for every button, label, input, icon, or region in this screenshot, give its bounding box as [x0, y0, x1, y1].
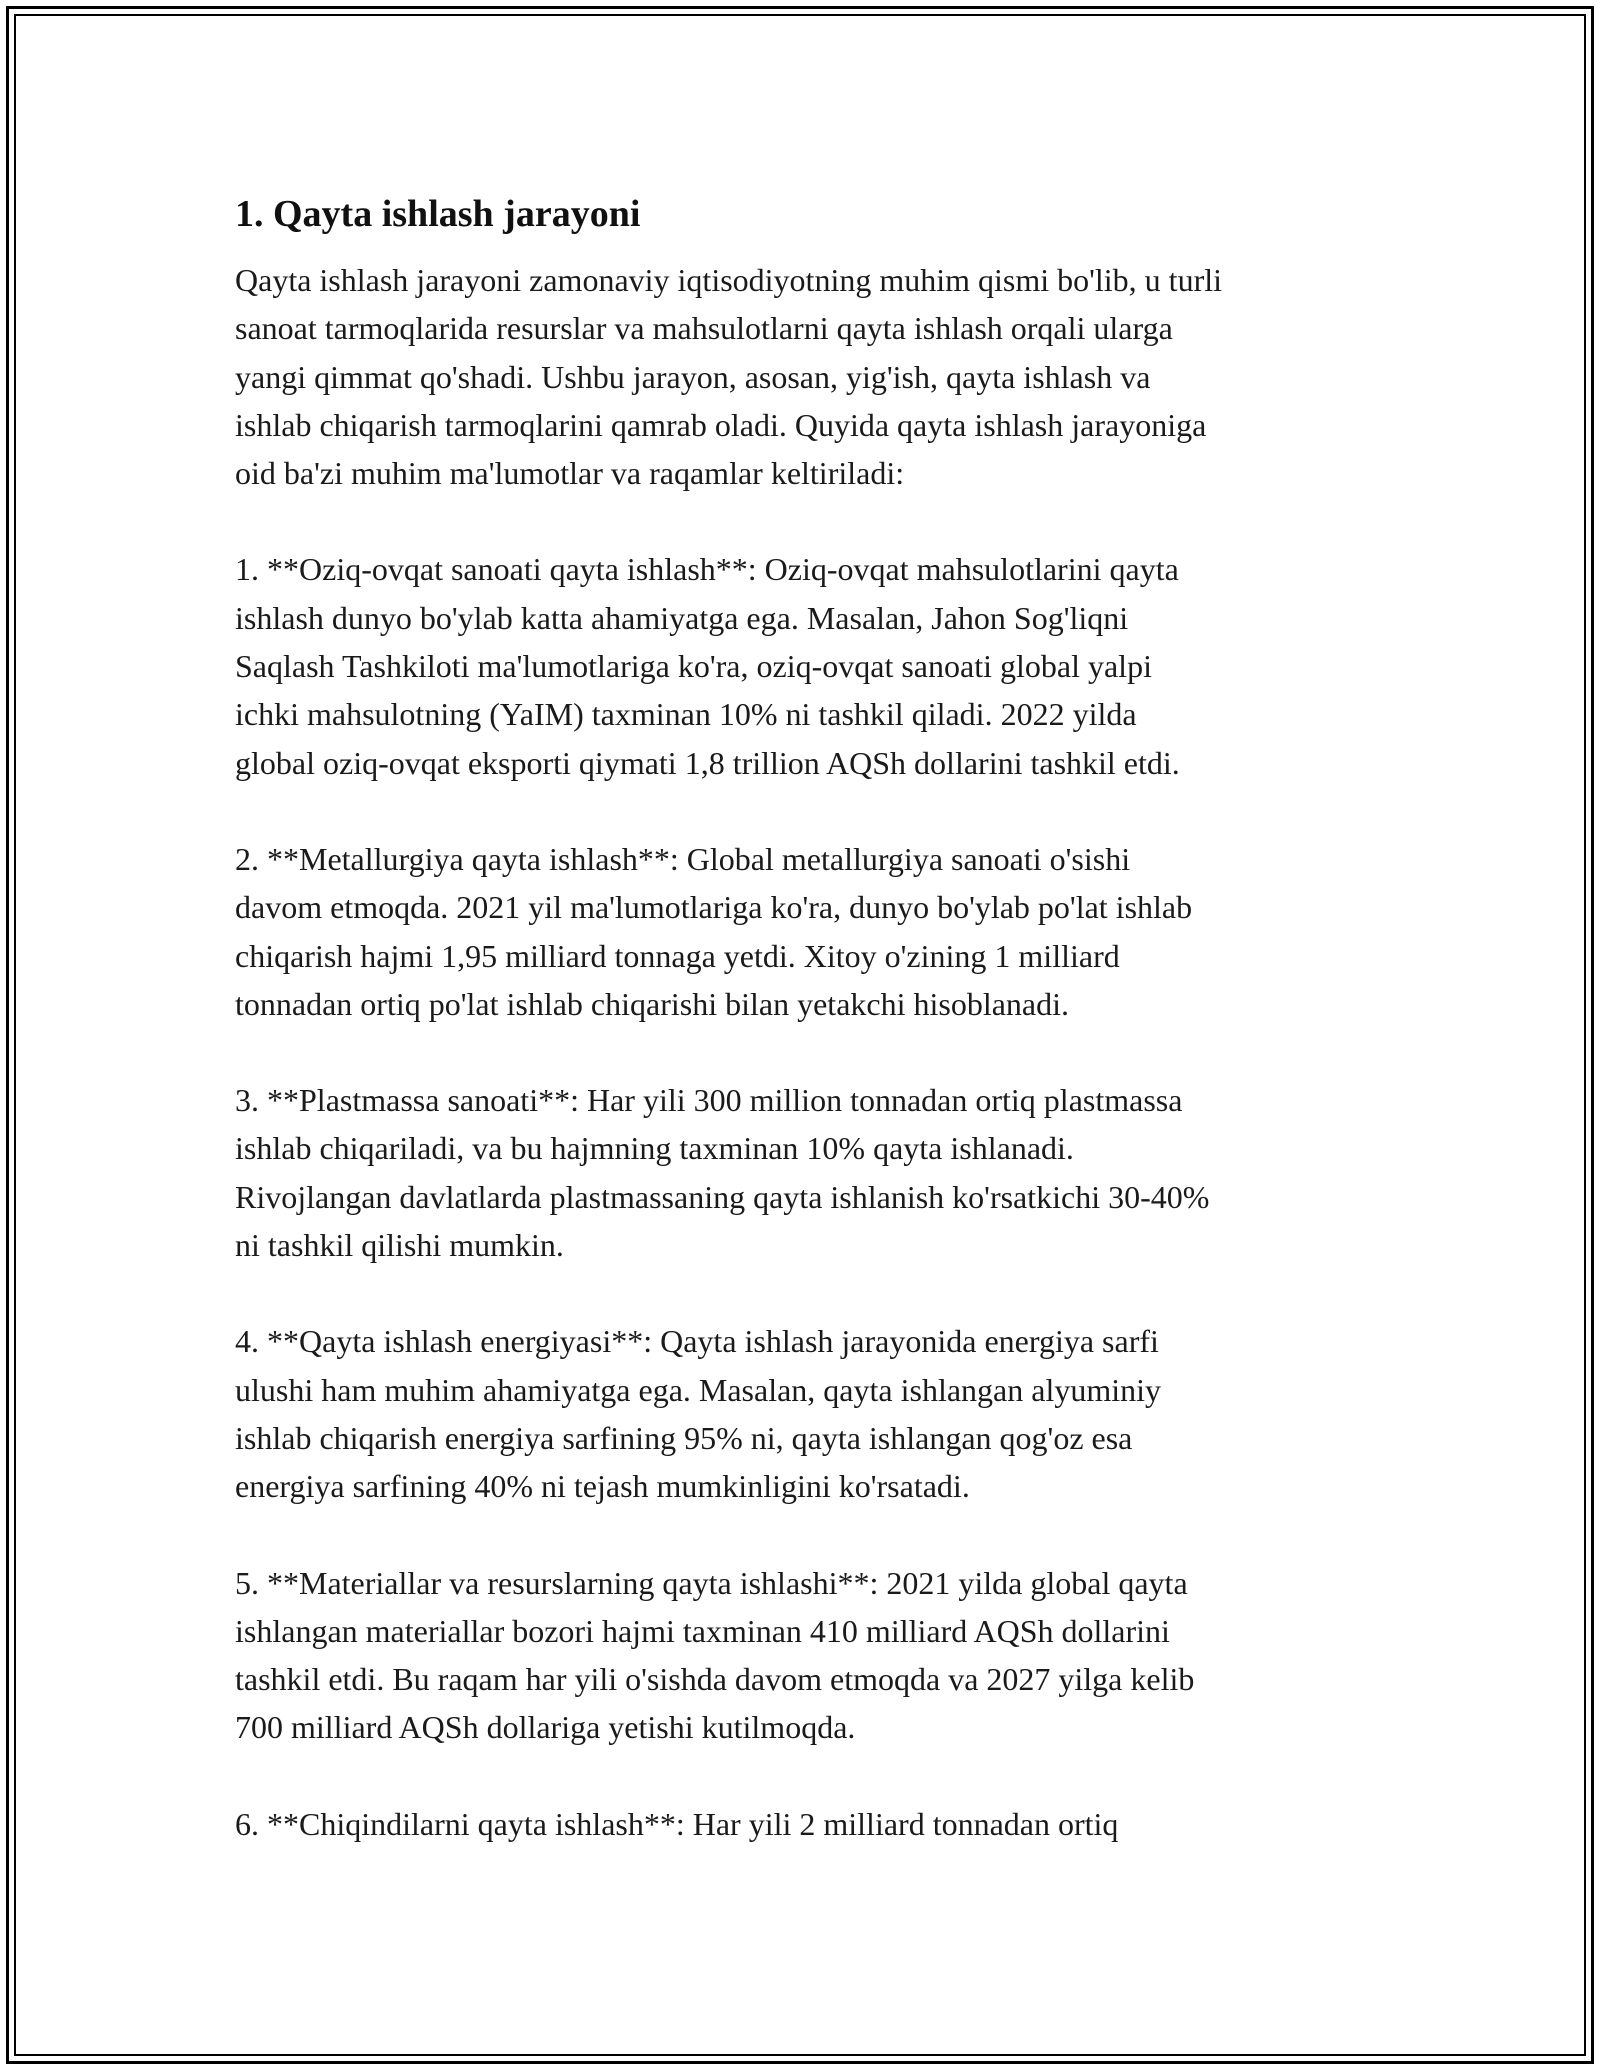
section-heading: 1. Qayta ishlash jarayoni	[235, 193, 641, 235]
list-item-plastics: 3. **Plastmassa sanoati**: Har yili 300 million tonnadan ortiq plastmassa ishlab chiqariladi, va bu hajmning taxminan 10% qayta ishlanadi. Rivojlangan davlatlarda plastmassaning qayta ishlanish ko'rsatkichi 30-40% ni tashkil qilishi mumkin.	[235, 1082, 1210, 1264]
list-item-materials-resources: 5. **Materiallar va resurslarning qayta ishlashi**: 2021 yilda global qayta ishlangan materiallar bozori hajmi taxminan 410 milliard AQSh dollarini tashkil etdi. Bu raqam har yili o'sishda davom etmoqda va 2027 yilga kelib 700 milliard AQSh dollariga yetishi kutilmoqda.	[235, 1564, 1195, 1746]
list-item-food-industry: 1. **Oziq-ovqat sanoati qayta ishlash**: Oziq-ovqat mahsulotlarini qayta ishlash dunyo bo'ylab katta ahamiyatga ega. Masalan, Jahon Sog'liqni Saqlash Tashkiloti ma'lumotlariga ko'ra, oziq-ovqat sanoati global yalpi ichki mahsulotning (YaIM) taxminan 10% ni tashkil qiladi. 2022 yilda global oziq-ovqat eksporti qiymati 1,8 trillion AQSh dollarini tashkil etdi.	[235, 551, 1180, 781]
list-item-recycling-energy: 4. **Qayta ishlash energiyasi**: Qayta ishlash jarayonida energiya sarfi ulushi ham muhim ahamiyatga ega. Masalan, qayta ishlangan alyuminiy ishlab chiqarish energiya sarfining 95% ni, qayta ishlangan qog'oz esa energiya sarfining 40% ni tejash mumkinligini ko'rsatadi.	[235, 1323, 1161, 1505]
list-item-metallurgy: 2. **Metallurgiya qayta ishlash**: Global metallurgiya sanoati o'sishi davom etmoqda. 2021 yil ma'lumotlariga ko'ra, dunyo bo'ylab po'lat ishlab chiqarish hajmi 1,95 milliard tonnaga yetdi. Xitoy o'zining 1 milliard tonnadan ortiq po'lat ishlab chiqarishi bilan yetakchi hisoblanadi.	[235, 840, 1193, 1022]
list-item-waste-recycling: 6. **Chiqindilarni qayta ishlash**: Har yili 2 milliard tonnadan ortiq	[235, 1805, 1119, 1842]
document-body	[235, 188, 1370, 1848]
intro-paragraph: Qayta ishlash jarayoni zamonaviy iqtisodiyotning muhim qismi bo'lib, u turli sanoat tarmoqlarida resurslar va mahsulotlarni qayta ishlash orqali ularga yangi qimmat qo'shadi. Ushbu jarayon, asosan, yig'ish, qayta ishlash va ishlab chiqarish tarmoqlarini qamrab oladi. Quyida qayta ishlash jarayoniga oid ba'zi muhim ma'lumotlar va raqamlar keltiriladi:	[235, 262, 1222, 492]
